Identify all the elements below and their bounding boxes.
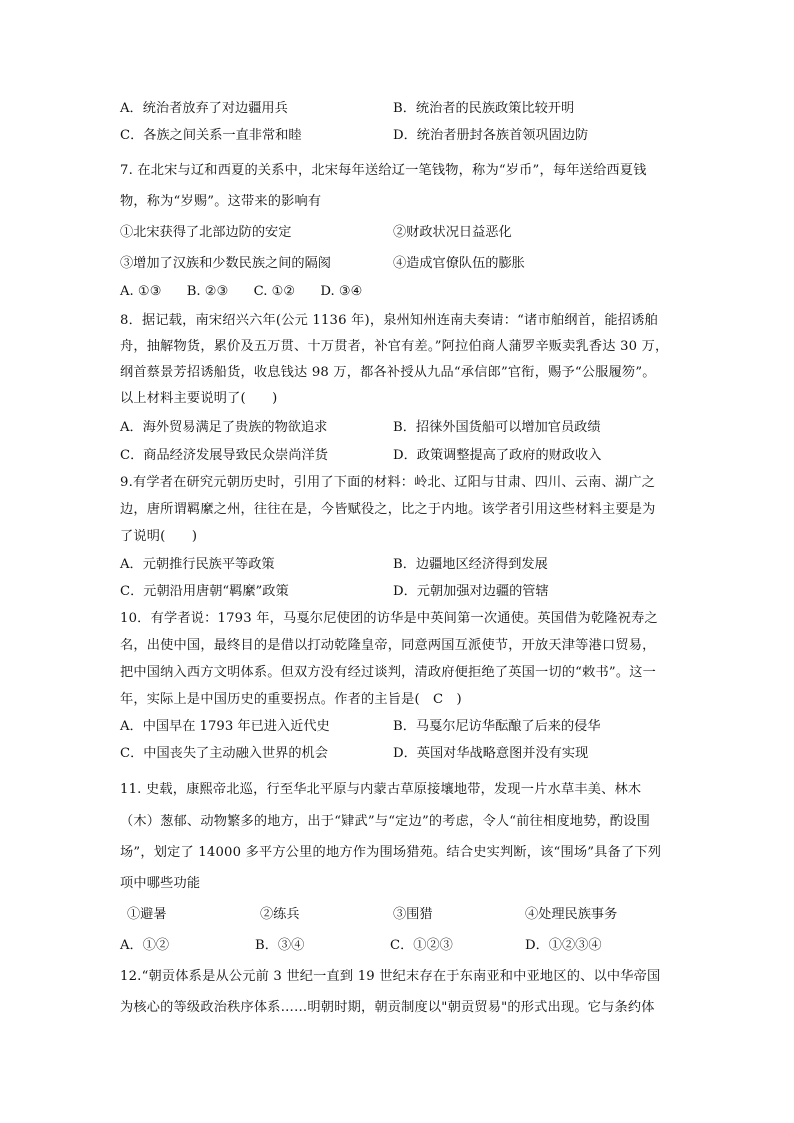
q9-option-c: C．元朝沿用唐朝“羁縻”政策: [120, 584, 289, 599]
q6-option-a: A．统治者放弃了对边疆用兵: [120, 101, 288, 116]
q9-option-b: B．边疆地区经济得到发展: [393, 557, 548, 572]
q9-stem-line-3: 了说明( ): [120, 529, 198, 544]
q11-stem-line-1: 11. 史载，康熙帝北巡，行至华北平原与内蒙古草原接壤地带，发现一片水草丰美、林木: [120, 782, 642, 797]
q11-option-b: B．③④: [255, 938, 305, 953]
q9-stem-line-2: 边，唐所谓羁縻之州，往往在是，今皆赋役之，比之于内地。该学者引用这些材料主要是为: [120, 502, 656, 517]
q11-stem-line-4: 项中哪些功能: [120, 876, 201, 891]
q11-option-d: D．①②③④: [525, 938, 602, 953]
q9-option-a: A．元朝推行民族平等政策: [120, 557, 275, 572]
q11-stem-line-2: （木）葱郁、动物繁多的地方，出于“肄武”与“定边”的考虑，令人“前往相度地势，酌设围: [120, 814, 651, 829]
q10-option-c: C．中国丧失了主动融入世界的机会: [120, 746, 328, 761]
q11-item-2: ②练兵: [260, 907, 300, 922]
q6-option-c: C．各族之间关系一直非常和睦: [120, 128, 302, 143]
q8-option-d: D．政策调整提高了政府的财政收入: [393, 448, 602, 463]
q11-item-4: ④处理民族事务: [525, 907, 618, 922]
q8-option-c: C．商品经济发展导致民众崇尚洋货: [120, 448, 328, 463]
q7-stem-line-1: 7. 在北宋与辽和西夏的关系中，北宋每年送给辽一笔钱物，称为“岁币”，每年送给西夏钱: [120, 163, 647, 178]
q11-item-3: ③围猎: [393, 907, 433, 922]
q8-stem-line-2: 舟，抽解物货，累价及五万贯、十万贯者，补官有差。”阿拉伯商人蒲罗辛贩卖乳香达 30 万，: [120, 339, 669, 354]
q7-item-2: ②财政状况日益恶化: [393, 225, 512, 240]
q6-option-d: D．统治者册封各族首领巩固边防: [393, 128, 589, 143]
q10-stem-line-2: 名，出使中国，最终目的是借以打动乾隆皇帝，同意两国互派使节，开放天津等港口贸易，: [120, 638, 656, 653]
q10-stem-line-4: 年，实际上是中国历史的重要拐点。作者的主旨是( C ): [120, 692, 462, 707]
q7-item-4: ④造成官僚队伍的膨胀: [393, 256, 525, 271]
q9-option-d: D．元朝加强对边疆的管辖: [393, 584, 549, 599]
q9-stem-line-1: 9.有学者在研究元朝历史时，引用了下面的材料：岭北、辽阳与甘肃、四川、云南、湖广之: [120, 475, 656, 490]
q8-stem-line-3: 纲首蔡景芳招诱船货，收息钱达 98 万，都各补授从九品“承信郎”官衔，赐予“公服履笏”。: [120, 365, 656, 380]
q10-stem-line-3: 把中国纳入西方文明体系。但双方没有经过谈判，清政府便拒绝了英国一切的“敕书”。这一: [120, 665, 656, 680]
q11-stem-line-3: 场”，划定了 14000 多平方公里的地方作为围场猎苑。结合史实判断，该“围场”具备了下列: [120, 845, 662, 860]
q8-stem-line-4: 以上材料主要说明了( ): [120, 391, 278, 406]
q10-stem-line-1: 10．有学者说：1793 年，马戛尔尼使团的访华是中英间第一次通使。英国借为乾隆祝寿之: [120, 611, 658, 626]
q7-stem-line-2: 物，称为“岁赐”。这带来的影响有: [120, 194, 322, 209]
q6-option-b: B．统治者的民族政策比较开明: [393, 101, 575, 116]
q8-option-a: A．海外贸易满足了贵族的物欲追求: [120, 420, 328, 435]
q7-item-3: ③增加了汉族和少数民族之间的隔阂: [120, 256, 331, 271]
q11-option-a: A．①②: [120, 938, 170, 953]
q10-option-b: B．马戛尔尼访华酝酿了后来的侵华: [393, 719, 601, 734]
q7-options: A. ①③ B. ②③ C. ①② D. ③④: [120, 284, 363, 299]
q8-option-b: B．招徕外国货船可以增加官员政绩: [393, 420, 601, 435]
q10-option-a: A．中国早在 1793 年已进入近代史: [120, 719, 330, 734]
q12-stem-line-1: 12.“朝贡体系是从公元前 3 世纪一直到 19 世纪末存在于东南亚和中亚地区的、以中华帝国: [120, 969, 661, 984]
q11-option-c: C．①②③: [390, 938, 453, 953]
q8-stem-line-1: 8．据记载，南宋绍兴六年(公元 1136 年)，泉州知州连南夫奏请：“诸市舶纲首，能招诱舶: [120, 313, 658, 328]
q7-item-1: ①北宋获得了北部边防的安定: [120, 225, 292, 240]
q11-item-1: ①避暑: [127, 907, 167, 922]
q12-stem-line-2: 为核心的等级政治秩序体系……明朝时期，朝贡制度以"朝贡贸易"的形式出现。它与条约体: [120, 1000, 655, 1015]
q10-option-d: D．英国对华战略意图并没有实现: [393, 746, 589, 761]
